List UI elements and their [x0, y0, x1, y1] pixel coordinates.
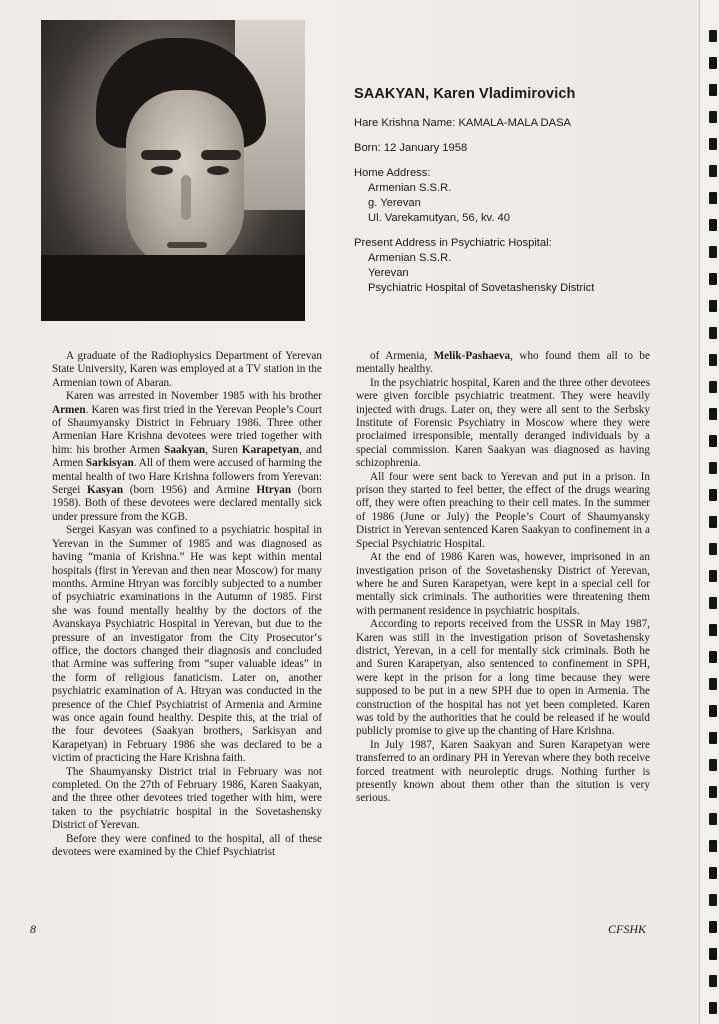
emphasized-name: Melik-Pashaeva [433, 350, 511, 362]
binding-tooth [709, 462, 717, 474]
binding-tooth [709, 138, 717, 150]
text-run: Sergei Kasyan was confined to a psychiatric hospital in Yerevan in the Summer of 1985 and was diagnosed as having “mania of Krishna.” He was kept within mental hospitals (first in Yerevan and then near Moscow) for many months. Armine Htryan was forcibly subjected to a number of psychiatric examinations in the Autumn of 1985. First she was found mentally healthy by the doctors of the Avanskaya Psychiatric Hospital in Yerevan, but due to the pressure of an investigator from the City Prosecutor‘s office, the doctors changed their diagnosis and concluded that Armine was suffering from “super valuable ideas” in the form of religious fanaticism. Later on, another psychiatric examination of A. Htryan was conducted in the presence of the Chief Psychiatrist of Armenia and Armine was once again found healthy. Despite this, at the trial of the four devotees (Saakyan brothers, Sarkisyan and Karapetyan) in February 1986 she was declared to be a victim of practicing the Hare Krishna faith. [52, 524, 322, 765]
paragraph [356, 377, 650, 471]
binding-spine [699, 0, 719, 1024]
binding-tooth [709, 219, 717, 231]
binding-tooth [709, 597, 717, 609]
page-number: 8 [30, 922, 36, 936]
present-address-line: Armenian S.S.R. [368, 252, 452, 264]
binding-tooth [709, 570, 717, 582]
binding-tooth [709, 300, 717, 312]
birth-date: Born: 12 January 1958 [354, 142, 468, 154]
binding-tooth [709, 975, 717, 987]
text-run: , Suren [205, 443, 242, 456]
present-address-line: Psychiatric Hospital of Sovetashensky District [368, 282, 595, 294]
binding-tooth [709, 192, 717, 204]
present-address-line: Yerevan [368, 267, 409, 279]
binding-tooth [709, 111, 717, 123]
binding-tooth [709, 867, 717, 879]
paragraph [52, 524, 322, 765]
binding-tooth [709, 381, 717, 393]
article-column-left [52, 350, 322, 859]
article-column-right [356, 350, 650, 806]
binding-tooth [709, 705, 717, 717]
binding-tooth [709, 732, 717, 744]
text-run: . All of them were accused of harming the mental health of two Hare Krishna followers from Yerevan: Sergei [52, 457, 322, 497]
binding-tooth [709, 57, 717, 69]
text-run: In the psychiatric hospital, Karen and the three other devotees were given forcible psychiatric treatment. They were heavily injected with drugs. Later on, they were all sent to the Serbsky Institute of Forensic Psychiatry in Moscow where they were proclaimed irresponsible, mentally deranged individuals by a special commission. Karen Saakyan was diagnosed as having schizophrenia. [356, 376, 650, 470]
binding-tooth [709, 84, 717, 96]
emphasized-name: Htryan [256, 484, 292, 497]
binding-tooth [709, 1002, 717, 1014]
home-address-label: Home Address: [354, 167, 431, 179]
binding-tooth [709, 246, 717, 258]
binding-tooth [709, 759, 717, 771]
paragraph [356, 551, 650, 618]
text-run: The Shaumyansky District trial in February was not completed. On the 27th of February 1986, Karen Saakyan, and the three other devotees tried together with him, were taken to the psychiatric hospital in the Sovetashensky District of Yerevan. [52, 765, 322, 832]
binding-tooth [709, 435, 717, 447]
emphasized-name: Kasyan [87, 484, 124, 497]
paragraph [356, 350, 650, 377]
binding-tooth [709, 948, 717, 960]
binding-tooth [709, 543, 717, 555]
text-run: , and Armen [52, 443, 322, 470]
binding-tooth [709, 894, 717, 906]
binding-tooth [709, 408, 717, 420]
home-address-line: Armenian S.S.R. [368, 182, 452, 194]
binding-tooth [709, 786, 717, 798]
text-run: Karen was arrested in November 1985 with his brother [66, 390, 322, 403]
text-run: In July 1987, Karen Saakyan and Suren Karapetyan were transferred to an ordinary PH in Yerevan where they both receive forced treatment with neuroleptic drugs. Nothing further is presently known about them other than the sitution is very serious. [356, 738, 650, 805]
paragraph [356, 618, 650, 739]
text-run: At the end of 1986 Karen was, however, imprisoned in an investigation prison of the Sovetashensky District of Yerevan, where he and Suren Karapetyan, were kept in a special cell for mentally sick criminals. The authorities were threatening them with permanent residence in psychiatric hospitals. [356, 551, 650, 617]
binding-tooth [709, 624, 717, 636]
text-run: , who found them all to be mentally healthy. [356, 350, 650, 376]
emphasized-name: Sarkisyan [85, 457, 134, 470]
paragraph [52, 350, 322, 390]
text-run: . Karen was first tried in the Yerevan People’s Court of Shaumyansky District in February 1986. Three other Armenian Hare Krishna devotees were tried together with him: his brother Armen [52, 403, 322, 456]
emphasized-name: Armen [52, 403, 86, 416]
binding-tooth [709, 30, 717, 42]
binding-tooth [709, 813, 717, 825]
binding-tooth [709, 651, 717, 663]
paragraph [356, 739, 650, 806]
emphasized-name: Saakyan [164, 443, 206, 456]
text-run: A graduate of the Radiophysics Department of Yerevan State University, Karen was employed at a TV station in the Armenian town of Abaran. [52, 350, 322, 389]
organization-mark: CFSHK [608, 922, 647, 936]
present-address-label: Present Address in Psychiatric Hospital: [354, 237, 552, 249]
paragraph [52, 766, 322, 833]
paragraph [52, 833, 322, 860]
binding-tooth [709, 273, 717, 285]
text-run: Before they were confined to the hospital, all of these devotees were examined by the Chief Psychiatrist [52, 832, 322, 859]
binding-tooth [709, 327, 717, 339]
binding-tooth [709, 489, 717, 501]
emphasized-name: Karapetyan [241, 443, 300, 456]
binding-tooth [709, 921, 717, 933]
text-run: (born 1958). Both of these devotees were declared mentally sick under pressure from the KGB. [52, 484, 322, 523]
portrait-photo [41, 20, 305, 321]
profile-header [354, 86, 674, 296]
text-run: (born 1956) and Armine [123, 484, 257, 497]
paragraph [356, 471, 650, 551]
home-address-line: Ul. Varekamutyan, 56, kv. 40 [368, 212, 510, 224]
binding-tooth [709, 678, 717, 690]
home-address-line: g. Yerevan [368, 197, 421, 209]
text-run: According to reports received from the USSR in May 1987, Karen was still in the investigation prison of Sovetashensky district, Yerevan, in a cell for mentally sick criminals. Both he and Suren Karapetyan, also sentenced to confinement in SPH, were kept in the prison for a long time because they were supposed to be put in a new SPH due to open in Armenia. The construction of the hospital has not yet been completed. Karen was told by the authorities that he could be released if he would publicly promise to give up the chanting of Hare Krishna. [356, 618, 650, 738]
binding-tooth [709, 840, 717, 852]
hare-krishna-name: Hare Krishna Name: KAMALA-MALA DASA [354, 117, 571, 129]
profile-name: SAAKYAN, Karen Vladimirovich [354, 86, 576, 102]
text-run: All four were sent back to Yerevan and put in a prison. In prison they started to feel better, the effect of the drugs wearing off, they were often preaching to their cell mates. In the summer of 1986 (June or July) the People’s Court of Shaumyansky District in Yerevan sentenced Karen Saakyan to confinement in a Special Psychiatric Hospital. [356, 470, 650, 550]
text-run: of Armenia, [370, 350, 434, 362]
paragraph [52, 390, 322, 524]
binding-tooth [709, 354, 717, 366]
binding-tooth [709, 165, 717, 177]
binding-tooth [709, 516, 717, 528]
